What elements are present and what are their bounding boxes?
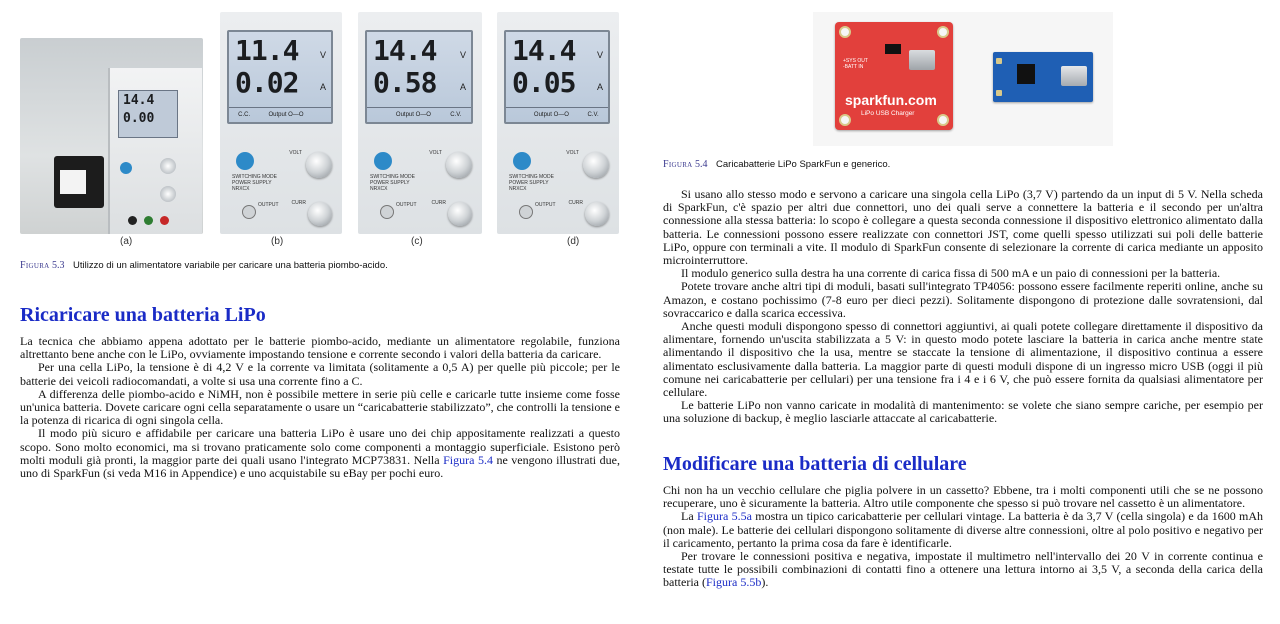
figure-5-3 xyxy=(20,12,620,248)
panel-label-d: (d) xyxy=(567,236,580,247)
unit-volt: V xyxy=(596,50,603,60)
status-mode: C.C. xyxy=(238,112,251,118)
caption-figure-word: Figura xyxy=(20,260,50,271)
power-supply-display xyxy=(118,90,178,138)
figure-5-5a-link[interactable]: Figura 5.5a xyxy=(696,509,752,524)
section-heading-lipo: Ricaricare una batteria LiPo xyxy=(20,304,266,326)
figure-5-3-panel-c xyxy=(358,12,482,234)
panel-label-b: (b) xyxy=(271,236,284,247)
paragraph: Si usano allo stesso modo e servono a caricare una singola cella LiPo (3,7 V) partendo da un input di 5 V. Nella scheda di SparkFun, c'è spazio per altri due connettori, uno dei quali serve a connettere la batteria e il secondo per un'altra connessione alla stessa batteria: lo scopo è collegare a questa seconda connessione il dispositivo elettronico alimentato dalla batteria. Le connessioni possono essere realizzate con connettori JST, come quelli spesso utilizzati sui poli delle batterie LiPo, oppure con terminali a vite. Il modulo di SparkFun consente di selezionare la corrente di carica mediante un apposito microinterruttore. xyxy=(663,187,1263,268)
curr-label: CURR xyxy=(431,200,446,206)
paragraph: Per trovare le connessioni positiva e negativa, impostate il multimetro nell'intervallo dei 20 V in corrente continua e testate tutte le possibili combinazioni di contatti fino a ottenere una lettura intorno ai 3,5 V, a seconda della carica della batteria (Figura 5.5b). xyxy=(663,549,1263,590)
paragraph: Il modulo generico sulla destra ha una corrente di carica fissa di 500 mA e un paio di connessioni per la batteria. xyxy=(681,266,1221,281)
chip-icon xyxy=(885,44,901,54)
display-current: 0.00 xyxy=(123,111,155,126)
section-heading-cellphone: Modificare una batteria di cellulare xyxy=(663,453,967,475)
curr-label: CURR xyxy=(568,200,583,206)
voltage-knob-icon xyxy=(306,152,332,178)
brand-logo-icon xyxy=(513,152,531,170)
display-current: 0.05 xyxy=(512,66,576,99)
paragraph: Il modo più sicuro e affidabile per caricare una batteria LiPo è usare uno dei chip appositamente realizzati a questo scopo. Sono molto economici, ma si trovano praticamente solo come componenti a montaggio superficiale. Esistono però molti moduli già pronti, la maggior parte dei quali usano l'integrato MCP73831. Nella Figura 5.4 ne vengono illustrati due, uno di SparkFun (si veda M16 in Appendice) e uno acquistabile su eBay per pochi euro. xyxy=(20,426,620,481)
figure-5-3-panel-a xyxy=(20,38,203,234)
volt-label: VOLT xyxy=(566,150,579,156)
paragraph: Anche questi moduli dispongono spesso di connettori aggiuntivi, ai quali potete collegare direttamente il dispositivo da alimentare, fornendo un'uscita stabilizzata a 5 V: in questo modo potete lasciare la batteria in carica anche mentre state alimentando il dispositivo che la usa, mentre se staccate la tensione di alimentazione, il dispositivo continua a essere alimentato esclusivamente dalla batteria. La maggior parte di questi moduli dispone di un ingresso micro USB (oggi il più comune nei caricabatterie per cellulari) per una tensione fra i 4 e i 6 V, che può essere fornita da qualsiasi alimentatore per cellulare. xyxy=(663,319,1263,400)
display-current: 0.02 xyxy=(235,66,299,99)
figure-5-4-link[interactable]: Figura 5.4 xyxy=(443,452,493,467)
brand-text: SWITCHING MODE POWER SUPPLY NRXCX xyxy=(370,174,415,192)
output-button-icon xyxy=(242,205,256,219)
current-knob-icon xyxy=(448,202,472,226)
paragraph: Le batterie LiPo non vanno caricate in modalità di mantenimento: se volete che siano sempre cariche, per esempio per una soluzione di backup, è meglio lasciarle attaccate al caricabatterie. xyxy=(663,398,1263,426)
display-voltage: 14.4 xyxy=(123,93,155,108)
lcd-status-bar xyxy=(367,107,471,122)
panel-label-c: (c) xyxy=(411,236,423,247)
paragraph: Chi non ha un vecchio cellulare che piglia polvere in un cassetto? Ebbene, tra i molti componenti utili che se ne possono recuperare, uno è sicuramente la batteria. Altro utile componente che spesso si può trovare nel cassetto è un alimentatore. xyxy=(663,483,1263,511)
caption-figure-number: 5.3 xyxy=(52,260,65,271)
voltage-knob-icon xyxy=(446,152,472,178)
status-output: Output O—O xyxy=(268,112,304,118)
lcd-display xyxy=(227,30,333,124)
unit-amp: A xyxy=(596,82,603,92)
status-mode-right: C.V. xyxy=(450,112,462,118)
lcd-status-bar xyxy=(506,107,608,122)
caption-text: Caricabatterie LiPo SparkFun e generico. xyxy=(716,159,891,170)
black-terminal-icon xyxy=(128,216,137,225)
right-body-2 xyxy=(663,484,1263,590)
status-output: Output O—O xyxy=(533,112,569,118)
unit-volt: V xyxy=(459,50,466,60)
current-knob-icon xyxy=(308,202,332,226)
caption-figure-number: 5.4 xyxy=(695,159,708,170)
output-button-icon xyxy=(380,205,394,219)
brand-logo-icon xyxy=(120,162,132,174)
current-knob-icon xyxy=(160,186,176,202)
figure-5-4 xyxy=(813,12,1113,146)
left-body xyxy=(20,335,620,480)
usb-connector-icon xyxy=(909,50,935,70)
unit-amp: A xyxy=(319,82,326,92)
display-voltage: 14.4 xyxy=(373,34,437,67)
usb-connector-icon xyxy=(1061,66,1087,86)
unit-volt: V xyxy=(319,50,326,60)
status-mode-right: C.V. xyxy=(587,112,599,118)
lcd-status-bar xyxy=(229,107,331,122)
green-terminal-icon xyxy=(144,216,153,225)
board-subtitle: LiPo USB Charger xyxy=(861,110,915,117)
voltage-knob-icon xyxy=(160,158,176,174)
battery-label xyxy=(60,170,86,194)
red-terminal-icon xyxy=(160,216,169,225)
figure-5-5b-link[interactable]: Figura 5.5b xyxy=(705,575,762,590)
unit-amp: A xyxy=(459,82,466,92)
brand-text: SWITCHING MODE POWER SUPPLY NRXCX xyxy=(509,174,554,192)
display-voltage: 11.4 xyxy=(235,34,299,67)
current-knob-icon xyxy=(585,202,609,226)
paragraph: La tecnica che abbiamo appena adottato per le batterie piombo-acido, mediante un alimentatore regolabile, funziona altrettanto bene anche con le LiPo, ovviamente impostando tensione e corrente secondo i valori della batteria da caricare. xyxy=(20,334,620,362)
board-brand: sparkfun.com xyxy=(845,92,937,108)
curr-label: CURR xyxy=(291,200,306,206)
figure-5-4-caption xyxy=(663,159,890,171)
display-voltage: 14.4 xyxy=(512,34,576,67)
chip-icon xyxy=(1017,64,1035,84)
output-label: OUTPUT xyxy=(535,202,556,208)
brand-logo-icon xyxy=(236,152,254,170)
caption-figure-word: Figura xyxy=(663,159,693,170)
status-output: Output O—O xyxy=(395,112,431,118)
generic-board xyxy=(993,52,1093,102)
paragraph: La Figura 5.5a mostra un tipico caricabatterie per cellulari vintage. La batteria è da 3,7 V (cella singola) e da 1600 mAh (non male). Le batterie dei cellulari dispongono solitamente di diverse altre connessioni, oltre al polo positivo e negativo per il caricamento, pertanto la prima cosa da fare è identificarle. xyxy=(663,509,1264,550)
volt-label: VOLT xyxy=(289,150,302,156)
sparkfun-board xyxy=(835,22,953,130)
display-current: 0.58 xyxy=(373,66,437,99)
right-body-1 xyxy=(663,188,1263,426)
volt-label: VOLT xyxy=(429,150,442,156)
brand-text: SWITCHING MODE POWER SUPPLY NRXCX xyxy=(232,174,277,192)
brand-logo-icon xyxy=(374,152,392,170)
figure-5-3-panel-d xyxy=(497,12,619,234)
panel-label-a: (a) xyxy=(120,236,133,247)
paragraph: A differenza delle piombo-acido e NiMH, non è possibile mettere in serie più celle e caricarle tutte insieme come fosse un'unica batteria. Dovete caricare ogni cella separatamente o usare un “caricabatterie stabilizzato”, che controlli la tensione e la potenza di ricarica di ogni singola cella. xyxy=(20,386,620,428)
figure-5-3-panel-b xyxy=(220,12,342,234)
output-button-icon xyxy=(519,205,533,219)
lcd-display xyxy=(365,30,473,124)
paragraph: Potete trovare anche altri tipi di moduli, basati sull'integrato TP4056: possono essere facilmente reperiti online, anche su Amazon, e costano pochissimo (7-8 euro per dieci pezzi). Solitamente dispongono di protezione dalle sovratensioni, dal sovraccarico e dalla scarica eccessiva. xyxy=(663,279,1263,320)
paragraph: Per una cella LiPo, la tensione è di 4,2 V e la corrente va limitata (solitamente a 0,5 A) per quelle più piccole; per le batterie dei veicoli radiocomandati, a volte si usa una corrente fino a C. xyxy=(20,360,620,388)
board-pin-labels: +SYS OUT -BATT IN xyxy=(843,58,868,70)
caption-text: Utilizzo di un alimentatore variabile per caricare una batteria piombo-acido. xyxy=(73,260,388,271)
voltage-knob-icon xyxy=(583,152,609,178)
output-label: OUTPUT xyxy=(258,202,279,208)
lcd-display xyxy=(504,30,610,124)
output-label: OUTPUT xyxy=(396,202,417,208)
figure-5-3-caption xyxy=(20,260,388,272)
